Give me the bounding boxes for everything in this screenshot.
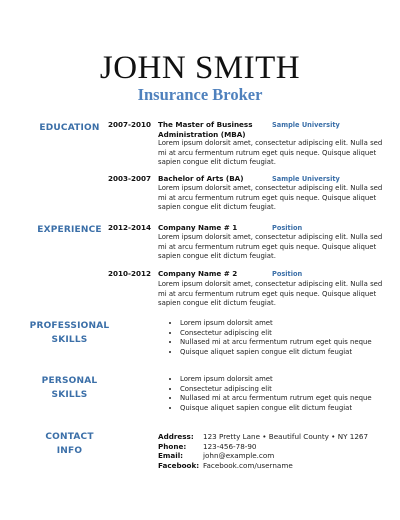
- contact-label: Facebook:: [158, 461, 200, 470]
- contact-address-row: [158, 432, 368, 442]
- education-1-school: Sample University: [272, 121, 340, 129]
- experience-2-years: 2010-2012: [108, 269, 151, 278]
- section-heading-education: EDUCATION: [39, 123, 100, 133]
- resume-title: Insurance Broker: [137, 85, 263, 104]
- education-1-degree: The Master of Business Administration (MBA): [158, 120, 253, 139]
- education-2-degree: Bachelor of Arts (BA): [158, 174, 244, 183]
- contact-facebook: Facebook.com/username: [203, 461, 293, 470]
- contact-label: Email:: [158, 451, 184, 460]
- education-2-description: Lorem ipsum dolorsit amet, consectetur adipiscing elit. Nulla sed mi at arcu fermentum rutrum eget quis neque. Quisque aliquet sapien congue elit dictum feugiat.: [158, 184, 383, 212]
- education-2-years: 2003-2007: [108, 174, 151, 183]
- professional-skills-list: [168, 319, 400, 357]
- experience-1-years: 2012-2014: [108, 223, 151, 232]
- list-item: • Consectetur adipiscing elit: [180, 329, 400, 339]
- list-item: • Quisque aliquet sapien congue elit dictum feugiat: [180, 348, 400, 358]
- list-item: • Lorem ipsum dolorsit amet: [180, 319, 400, 329]
- section-heading-experience: EXPERIENCE: [37, 225, 102, 235]
- education-2-school: Sample University: [272, 175, 340, 183]
- section-heading-line: SKILLS: [51, 335, 88, 345]
- list-item: • Consectetur adipiscing elit: [180, 385, 400, 395]
- contact-label: Phone:: [158, 442, 187, 451]
- list-item: • Lorem ipsum dolorsit amet: [180, 375, 400, 385]
- contact-address: 123 Pretty Lane • Beautiful County • NY 1267: [203, 432, 369, 441]
- contact-facebook-row: [158, 461, 293, 471]
- experience-1-company: Company Name # 1: [158, 223, 238, 232]
- list-item: • Quisque aliquet sapien congue elit dictum feugiat: [180, 404, 400, 414]
- contact-phone: 123-456-78-90: [203, 442, 257, 451]
- personal-skills-list: [168, 375, 400, 413]
- resume-name: JOHN SMITH: [99, 50, 301, 86]
- contact-email: john@example.com: [203, 451, 275, 460]
- section-heading-line: INFO: [56, 446, 83, 456]
- section-heading-line: CONTACT: [45, 432, 94, 442]
- education-1-description: Lorem ipsum dolorsit amet, consectetur adipiscing elit. Nulla sed mi at arcu fermentum rutrum eget quis neque. Quisque aliquet sapien congue elit dictum feugiat.: [158, 139, 383, 167]
- experience-1-description: Lorem ipsum dolorsit amet, consectetur adipiscing elit. Nulla sed mi at arcu fermentum rutrum eget quis neque. Quisque aliquet sapien congue elit dictum feugiat.: [158, 233, 383, 261]
- education-1-years: 2007-2010: [108, 120, 151, 129]
- list-item: • Nullased mi at arcu fermentum rutrum eget quis neque: [180, 338, 400, 348]
- experience-2-description: Lorem ipsum dolorsit amet, consectetur adipiscing elit. Nulla sed mi at arcu fermentum rutrum eget quis neque. Quisque aliquet sapien congue elit dictum feugiat.: [158, 280, 383, 308]
- section-heading-line: PROFESSIONAL: [29, 321, 110, 331]
- section-heading-line: PERSONAL: [41, 376, 98, 386]
- experience-2-company: Company Name # 2: [158, 269, 238, 278]
- contact-label: Address:: [158, 432, 194, 441]
- contact-email-row: [158, 451, 274, 461]
- section-heading-professional-skills: [22, 319, 117, 347]
- section-heading-contact-info: [22, 430, 117, 458]
- experience-2-position: Position: [272, 270, 303, 278]
- experience-1-position: Position: [272, 224, 303, 232]
- list-item: • Nullased mi at arcu fermentum rutrum eget quis neque: [180, 394, 400, 404]
- section-heading-personal-skills: [22, 374, 117, 402]
- section-heading-line: SKILLS: [51, 390, 88, 400]
